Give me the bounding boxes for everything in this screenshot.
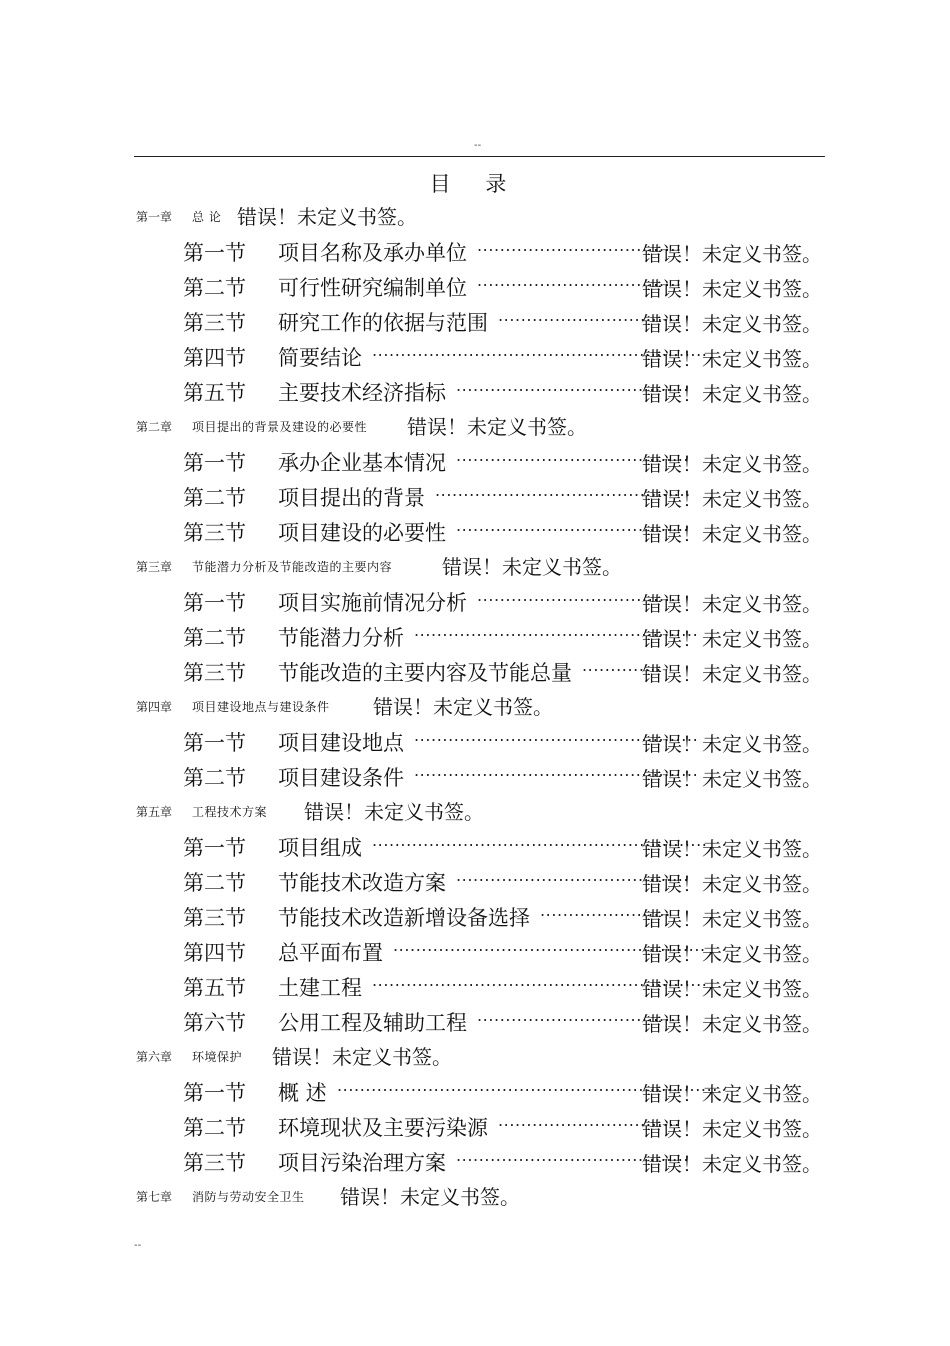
toc-section-row[interactable] [0,1142,950,1177]
section-title: 总平面布置 [278,941,383,965]
dot-leader: .................................... [477,586,682,605]
dot-leader: ............................................. [435,481,691,500]
table-of-contents [0,197,950,1212]
section-title: 项目建设条件 [278,766,404,790]
toc-section-row[interactable] [0,897,950,932]
chapter-title: 工程技术方案 [192,805,268,819]
dot-leader: ................................................................... [337,1076,718,1095]
section-number: 第五节 [183,381,246,405]
toc-chapter-row[interactable] [0,407,950,442]
section-title: 节能技术改造新增设备选择 [278,906,530,930]
section-number: 第五节 [183,976,246,1000]
toc-section-row[interactable] [0,722,950,757]
toc-chapter-row[interactable] [0,1037,950,1072]
section-number: 第四节 [183,941,246,965]
dot-leader: ......................................... [456,446,690,465]
dot-leader: .................................... [477,1006,682,1025]
section-page-ref-error: 错误！未定义书签。 [642,1012,822,1036]
toc-section-row[interactable] [0,1107,950,1142]
section-title: 承办企业基本情况 [278,451,446,475]
section-number: 第二节 [183,1116,246,1140]
toc-section-row[interactable] [0,652,950,687]
toc-section-row[interactable] [0,932,950,967]
dot-leader: .............. [582,656,662,675]
section-page-ref-error: 错误！未定义书签。 [642,767,822,791]
section-page-ref-error: 错误！未定义书签。 [642,907,822,931]
section-page-ref-error: 错误！未定义书签。 [642,942,822,966]
section-number: 第一节 [183,241,246,265]
section-page-ref-error: 错误！未定义书签。 [642,1117,822,1141]
dot-leader: ........................................................... [372,341,708,360]
section-title: 环境现状及主要污染源 [278,1116,488,1140]
chapter-page-ref-error: 错误！未定义书签。 [237,205,417,229]
chapter-page-ref-error: 错误！未定义书签。 [340,1185,520,1209]
section-title: 项目组成 [278,836,362,860]
toc-section-row[interactable] [0,372,950,407]
section-number: 第四节 [183,346,246,370]
chapter-number: 第七章 [136,1190,173,1204]
chapter-title: 项目建设地点与建设条件 [192,700,330,714]
chapter-page-ref-error: 错误！未定义书签。 [272,1045,452,1069]
section-title: 项目建设的必要性 [278,521,446,545]
section-title: 节能改造的主要内容及节能总量 [278,661,572,685]
section-title: 节能潜力分析 [278,626,404,650]
section-page-ref-error: 错误！未定义书签。 [642,347,822,371]
section-page-ref-error: 错误！未定义书签。 [642,872,822,896]
dot-leader: ........................................................... [372,971,708,990]
section-number: 第一节 [183,836,246,860]
section-page-ref-error: 错误！未定义书签。 [642,382,822,406]
dot-leader: .................................... [477,271,682,290]
section-title: 项目名称及承办单位 [278,241,467,265]
section-page-ref-error: 错误！未定义书签。 [642,732,822,756]
chapter-title: 环境保护 [192,1050,243,1064]
section-title: 研究工作的依据与范围 [278,311,488,335]
chapter-number: 第五章 [136,805,173,819]
section-page-ref-error: 错误！未定义书签。 [642,837,822,861]
toc-section-row[interactable] [0,617,950,652]
toc-chapter-row[interactable] [0,197,950,232]
section-number: 第三节 [183,521,246,545]
section-title: 节能技术改造方案 [278,871,446,895]
section-number: 第六节 [183,1011,246,1035]
section-page-ref-error: 错误！未定义书签。 [642,312,822,336]
section-title: 主要技术经济指标 [278,381,446,405]
section-title: 简要结论 [278,346,362,370]
section-title: 项目污染治理方案 [278,1151,446,1175]
toc-section-row[interactable] [0,512,950,547]
toc-section-row[interactable] [0,477,950,512]
dot-leader: .................................................. [414,726,699,745]
dot-leader: .................................... [477,236,682,255]
chapter-title: 节能潜力分析及节能改造的主要内容 [192,560,393,574]
chapter-title: 项目提出的背景及建设的必要性 [192,420,368,434]
header-rule [134,156,825,157]
chapter-title: 消防与劳动安全卫生 [192,1190,305,1204]
header-mark: -- [474,140,482,151]
section-page-ref-error: 错误！未定义书签。 [642,592,822,616]
section-number: 第一节 [183,451,246,475]
toc-title: 目 录 [429,172,521,196]
toc-section-row[interactable] [0,267,950,302]
section-number: 第二节 [183,486,246,510]
section-number: 第三节 [183,661,246,685]
dot-leader: ........................................................... [372,831,708,850]
chapter-page-ref-error: 错误！未定义书签。 [373,695,553,719]
section-page-ref-error: 错误！未定义书签。 [642,627,822,651]
chapter-page-ref-error: 错误！未定义书签。 [442,555,622,579]
chapter-number: 第一章 [136,210,173,224]
dot-leader: ................................ [498,1111,680,1130]
section-number: 第二节 [183,626,246,650]
chapter-number: 第三章 [136,560,173,574]
section-page-ref-error: 错误！未定义书签。 [642,662,822,686]
toc-section-row[interactable] [0,1002,950,1037]
toc-section-row[interactable] [0,757,950,792]
chapter-page-ref-error: 错误！未定义书签。 [407,415,587,439]
section-page-ref-error: 错误！未定义书签。 [642,522,822,546]
toc-section-row[interactable] [0,337,950,372]
section-number: 第一节 [183,731,246,755]
toc-section-row[interactable] [0,862,950,897]
chapter-page-ref-error: 错误！未定义书签。 [304,800,484,824]
section-number: 第二节 [183,871,246,895]
chapter-number: 第六章 [136,1050,173,1064]
section-page-ref-error: 错误！未定义书签。 [642,1082,822,1106]
chapter-title: 总 论 [192,210,222,224]
toc-chapter-row[interactable] [0,792,950,827]
section-page-ref-error: 错误！未定义书签。 [642,277,822,301]
section-number: 第一节 [183,1081,246,1105]
section-number: 第三节 [183,906,246,930]
dot-leader: .................................................. [414,761,699,780]
section-title: 土建工程 [278,976,362,1000]
section-title: 公用工程及辅助工程 [278,1011,467,1035]
section-number: 第二节 [183,766,246,790]
section-title: 项目实施前情况分析 [278,591,467,615]
dot-leader: ......................................... [456,516,690,535]
toc-chapter-row[interactable] [0,1177,950,1212]
dot-leader: ......................................... [456,1146,690,1165]
section-page-ref-error: 错误！未定义书签。 [642,487,822,511]
section-title: 概 述 [278,1081,327,1105]
toc-chapter-row[interactable] [0,687,950,722]
section-page-ref-error: 错误！未定义书签。 [642,452,822,476]
toc-section-row[interactable] [0,442,950,477]
section-page-ref-error: 错误！未定义书签。 [642,242,822,266]
dot-leader: .................................................. [414,621,699,640]
section-title: 项目建设地点 [278,731,404,755]
dot-leader: ....................................................... [393,936,706,955]
dot-leader: ......................................... [456,376,690,395]
toc-section-row[interactable] [0,967,950,1002]
dot-leader: ................................ [498,306,680,325]
toc-section-row[interactable] [0,1072,950,1107]
toc-chapter-row[interactable] [0,547,950,582]
section-page-ref-error: 错误！未定义书签。 [642,977,822,1001]
section-title: 项目提出的背景 [278,486,425,510]
section-number: 第一节 [183,591,246,615]
toc-section-row[interactable] [0,827,950,862]
section-number: 第二节 [183,276,246,300]
dot-leader: ......................................... [456,866,690,885]
section-page-ref-error: 错误！未定义书签。 [642,1152,822,1176]
toc-section-row[interactable] [0,582,950,617]
chapter-number: 第四章 [136,700,173,714]
footer-mark: -- [134,1240,142,1251]
chapter-number: 第二章 [136,420,173,434]
toc-section-row[interactable] [0,232,950,267]
toc-section-row[interactable] [0,302,950,337]
section-title: 可行性研究编制单位 [278,276,467,300]
section-number: 第三节 [183,1151,246,1175]
dot-leader: ....................... [540,901,671,920]
section-number: 第三节 [183,311,246,335]
